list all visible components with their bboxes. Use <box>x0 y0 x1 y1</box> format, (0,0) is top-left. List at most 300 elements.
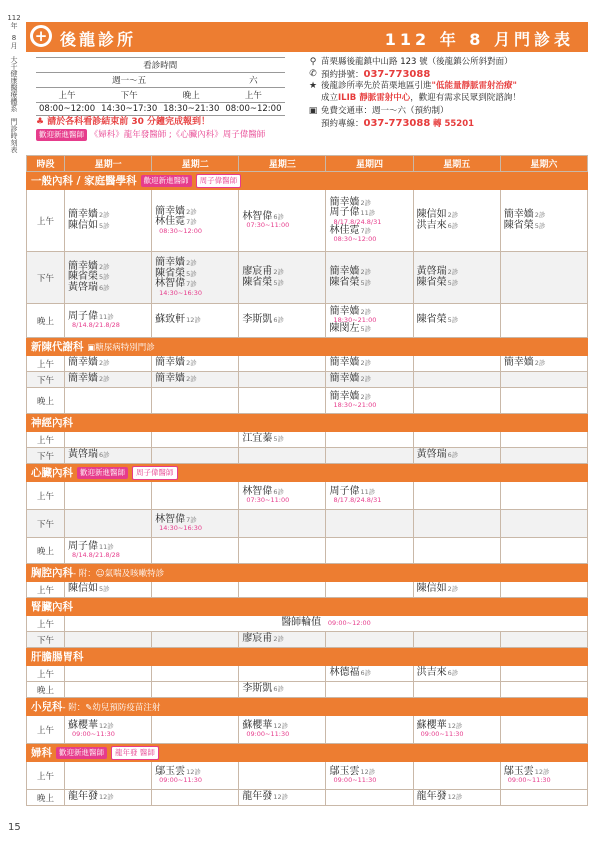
room-number: 12診 <box>273 793 289 802</box>
room-number: 6診 <box>99 283 110 292</box>
doctor-tag: 周子偉醫師 <box>132 466 178 480</box>
schedule-cell <box>152 510 239 538</box>
room-number: 12診 <box>360 767 376 776</box>
schedule-cell <box>413 372 500 388</box>
doctor-entry <box>68 374 110 384</box>
doctor-entry <box>504 767 584 785</box>
schedule-cell <box>500 190 587 252</box>
schedule-cell <box>326 582 413 598</box>
schedule-cell <box>413 432 500 448</box>
doctor-entry <box>68 584 110 594</box>
hours-title: 看診時間 <box>36 58 285 73</box>
schedule-cell <box>239 510 326 538</box>
schedule-cell <box>326 762 413 790</box>
section-title: 新陳代謝科 <box>31 341 84 353</box>
schedule-cell <box>239 582 326 598</box>
schedule-cell <box>500 448 587 464</box>
doctor-entry <box>68 542 148 560</box>
diabetes-icon: ▣ <box>87 343 96 353</box>
room-number: 5診 <box>447 316 459 325</box>
schedule-cell <box>413 482 500 510</box>
schedule-cell <box>65 432 152 448</box>
room-number: 2診 <box>99 262 110 271</box>
room-number: 2診 <box>99 359 110 368</box>
side-month: 8 <box>11 34 17 42</box>
schedule-row <box>27 762 588 790</box>
doctor-name: 簡幸嬙 <box>503 357 534 369</box>
schedule-cell <box>500 790 587 806</box>
schedule-row <box>27 388 588 414</box>
doctor-name: 簡幸嬙 <box>329 196 360 208</box>
doctor-entry <box>242 721 322 739</box>
time-note: 8/17.8/24.8/31 <box>333 217 382 226</box>
schedule-cell <box>326 510 413 538</box>
room-number: 5診 <box>534 221 546 230</box>
section-title: 神經內科 <box>31 417 73 429</box>
doctor-entry <box>68 283 148 294</box>
time-note: 08:30~12:00 <box>333 235 377 244</box>
schedule-cell <box>413 388 500 414</box>
schedule-cell <box>413 304 500 338</box>
doctor-entry <box>242 634 284 644</box>
schedule-cell <box>152 372 239 388</box>
schedule-cell <box>500 510 587 538</box>
room-number: 2診 <box>99 211 110 219</box>
schedule-cell <box>65 538 152 564</box>
section-sub: 糖尿病特別門診 <box>95 343 155 353</box>
doctor-tag: 周子偉醫師 <box>196 174 242 188</box>
doctor-name: 林智偉 <box>242 485 273 497</box>
doctor-name: 簡幸嬙 <box>68 209 98 220</box>
room-number: 6診 <box>273 487 284 496</box>
doctor-entry <box>417 792 463 802</box>
new-doctor-tag: 歡迎新進醫師 <box>77 467 128 479</box>
time-note: 09:00~11:30 <box>420 730 464 739</box>
section-title: 婦科 <box>31 747 52 759</box>
clinic-name: 後龍診所 <box>60 30 137 49</box>
room-number: 7診 <box>186 515 197 524</box>
schedule-cell <box>65 510 152 538</box>
schedule-cell <box>326 538 413 564</box>
doctor-name: 黃啓瑞 <box>416 266 447 277</box>
section-ob <box>27 744 588 762</box>
schedule-cell <box>326 790 413 806</box>
time-note: 14:30~16:30 <box>159 524 203 533</box>
slot-label: 上午 <box>27 616 65 632</box>
doctor-name: 陳省榮 <box>242 276 273 288</box>
schedule-cell <box>500 356 587 372</box>
hours-time: 18:30~21:30 <box>160 103 222 116</box>
doctor-entry <box>329 226 409 244</box>
schedule-cell <box>65 790 152 806</box>
hours-time: 08:00~12:00 <box>222 103 284 116</box>
schedule-cell <box>413 538 500 564</box>
schedule-cell <box>65 682 152 698</box>
room-number: 2診 <box>360 268 372 276</box>
room-number: 12診 <box>447 793 463 802</box>
hours-time: 14:30~17:30 <box>98 103 160 116</box>
time-note: 8/17.8/24.8/31 <box>333 496 382 505</box>
schedule-cell <box>152 448 239 464</box>
room-number: 2診 <box>186 359 197 368</box>
schedule-cell <box>65 388 152 414</box>
doctor-name: 蘇致軒 <box>155 314 186 326</box>
doctor-name: 陳省榮 <box>416 314 447 326</box>
doctor-entry <box>417 450 459 460</box>
doctor-entry <box>329 668 371 678</box>
schedule-cell <box>326 252 413 304</box>
hours-col: 下午 <box>98 88 160 103</box>
room-number: 2診 <box>360 392 372 401</box>
col-header: 星期六 <box>500 156 587 172</box>
time-note: 09:00~11:30 <box>507 776 551 785</box>
time-note: 18:30~21:00 <box>333 401 377 410</box>
schedule-cell <box>326 682 413 698</box>
room-number: 12診 <box>186 316 201 325</box>
room-number: 6診 <box>447 221 459 230</box>
room-number: 2診 <box>186 259 197 268</box>
doctor-name: 簡幸嬙 <box>329 305 360 317</box>
slot-label: 上午 <box>27 482 65 510</box>
doctor-name: 林智偉 <box>155 278 186 290</box>
room-number: 2診 <box>273 268 284 276</box>
section-gi <box>27 648 588 666</box>
time-note: 07:30~11:00 <box>246 496 290 505</box>
schedule-cell <box>239 304 326 338</box>
room-number: 2診 <box>447 211 459 219</box>
side-year-unit: 年 <box>10 22 18 30</box>
schedule-cell <box>152 666 239 682</box>
schedule-cell <box>65 632 152 648</box>
doctor-name: 廖宸甫 <box>242 266 273 277</box>
doctor-name: 陳省榮 <box>155 267 186 279</box>
schedule-cell <box>413 666 500 682</box>
doctor-name: 鄔玉雲 <box>503 765 534 777</box>
doctor-entry <box>329 374 371 384</box>
schedule-cell <box>152 356 239 372</box>
room-number: 6診 <box>447 451 459 460</box>
schedule-cell <box>152 190 239 252</box>
section-nephro <box>27 598 588 616</box>
room-number: 6診 <box>273 212 284 221</box>
intro-text: ，歡迎有需求民眾到院諮詢！ <box>410 92 521 103</box>
doctor-name: 蘇櫻華 <box>242 719 273 731</box>
room-number: 5診 <box>186 269 197 278</box>
doctor-entry <box>329 324 409 335</box>
schedule-row <box>27 356 588 372</box>
schedule-cell <box>413 716 500 744</box>
doctor-entry <box>155 217 235 235</box>
doctor-name: 鄔玉雲 <box>329 765 360 777</box>
doctor-entry <box>242 315 322 326</box>
doctor-entry <box>68 358 110 368</box>
section-title: 肝膽腸胃科 <box>31 651 84 663</box>
schedule-row <box>27 790 588 806</box>
room-number: 2診 <box>534 359 546 368</box>
room-number: 5診 <box>360 325 372 333</box>
doctor-name: 陳省榮 <box>416 276 447 288</box>
slot-label: 上午 <box>27 582 65 598</box>
doctor-entry <box>504 358 546 368</box>
schedule-title: 112 年 8 月門診表 <box>384 30 574 49</box>
room-number: 5診 <box>447 278 459 287</box>
schedule-cell <box>152 388 239 414</box>
clinic-logo-icon: + <box>30 25 52 47</box>
schedule-row <box>27 252 588 304</box>
time-note: 8/14.8/21.8/28 <box>72 321 120 330</box>
doctor-name: 陳省榮 <box>503 219 534 231</box>
new-doctor-tag: 歡迎新進醫師 <box>36 129 87 141</box>
doctor-name: 周子偉 <box>329 207 360 219</box>
phone-label: 預約掛號： <box>321 69 364 80</box>
doctor-name: 陳省榮 <box>329 276 360 288</box>
schedule-row <box>27 432 588 448</box>
section-title: 腎臟內科 <box>31 601 73 613</box>
schedule-cell <box>239 538 326 564</box>
slot-label: 上午 <box>27 190 65 252</box>
phone-number[interactable]: 037-773088 <box>363 68 431 80</box>
room-number: 2診 <box>447 585 459 594</box>
schedule-cell <box>65 356 152 372</box>
room-number: 7診 <box>186 280 197 289</box>
doctor-entry <box>68 721 148 739</box>
doctor-entry <box>417 668 459 678</box>
schedule-cell <box>152 252 239 304</box>
doctor-entry <box>242 487 322 505</box>
schedule-cell <box>152 682 239 698</box>
time-note: 08:30~12:00 <box>159 226 203 235</box>
schedule-cell <box>326 190 413 252</box>
shuttle-text: 免費交通車：週一～六（預約制） <box>321 106 449 116</box>
grid-header <box>27 156 588 172</box>
doctor-name: 林德福 <box>329 667 360 679</box>
schedule-cell <box>500 372 587 388</box>
doctor-name: 簡幸嬙 <box>68 260 98 272</box>
room-number: 12診 <box>447 721 463 730</box>
col-header: 星期五 <box>413 156 500 172</box>
room-number: 6診 <box>273 316 284 325</box>
doctor-entry <box>417 315 497 326</box>
doctor-name: 周子偉 <box>68 310 98 322</box>
side-doc: 門診時刻表 <box>10 118 18 153</box>
schedule-row <box>27 482 588 510</box>
section-general <box>27 172 588 190</box>
room-number: 7診 <box>360 226 372 235</box>
doctor-name: 黃啓瑞 <box>68 449 98 461</box>
hours-saturday: 六 <box>222 73 284 88</box>
section-title: 心臟內科 <box>31 467 73 479</box>
schedule-cell <box>239 432 326 448</box>
room-number: 2診 <box>360 359 372 368</box>
slot-label: 下午 <box>27 632 65 648</box>
schedule-cell <box>152 432 239 448</box>
doctor-name: 陳信如 <box>68 219 98 231</box>
doctor-entry <box>155 374 197 384</box>
room-number: 11診 <box>360 209 376 218</box>
room-number: 5診 <box>99 273 110 282</box>
doctor-name: 洪吉來 <box>416 219 447 231</box>
schedule-cell <box>413 682 500 698</box>
schedule-cell <box>500 682 587 698</box>
section-metabolic <box>27 338 588 356</box>
room-number: 2診 <box>186 375 197 384</box>
hours-col: 上午 <box>36 88 98 103</box>
schedule-cell <box>413 252 500 304</box>
section-neuro <box>27 414 588 432</box>
col-header: 星期一 <box>65 156 152 172</box>
room-number: 12診 <box>534 767 550 776</box>
schedule-cell <box>326 716 413 744</box>
schedule-cell <box>500 432 587 448</box>
doctor-name: 龍年發 <box>68 791 98 803</box>
doctor-entry <box>155 767 235 785</box>
time-note: 07:30~11:00 <box>246 221 290 230</box>
doctor-entry <box>329 767 409 785</box>
doctor-name: 簡幸嬙 <box>155 205 186 217</box>
schedule-cell <box>500 762 587 790</box>
doctor-name: 簡幸嬙 <box>68 357 98 369</box>
schedule-cell <box>413 762 500 790</box>
room-number: 12診 <box>186 767 201 776</box>
slot-label: 上午 <box>27 356 65 372</box>
schedule-cell <box>65 716 152 744</box>
schedule-cell <box>65 666 152 682</box>
doctor-name: 簡幸嬙 <box>329 373 360 385</box>
doctor-name: 簡幸嬙 <box>329 266 360 277</box>
schedule-row <box>27 190 588 252</box>
schedule-cell <box>152 538 239 564</box>
schedule-cell <box>326 432 413 448</box>
room-number: 7診 <box>186 218 197 226</box>
schedule-row <box>27 716 588 744</box>
clinic-info <box>308 57 593 130</box>
doctor-entry <box>68 792 114 802</box>
doctor-name: 醫師輪值 <box>281 617 322 629</box>
schedule-cell <box>65 616 588 632</box>
schedule-row <box>27 372 588 388</box>
header-banner <box>26 22 588 52</box>
doctor-name: 簡幸嬙 <box>155 373 186 385</box>
slot-label: 晚上 <box>27 790 65 806</box>
doctor-entry <box>242 212 322 230</box>
doctor-entry <box>242 434 284 444</box>
schedule-cell <box>152 632 239 648</box>
doctor-name: 簡幸嬙 <box>68 373 98 385</box>
time-note: 18:30~21:00 <box>333 316 377 324</box>
side-year: 112 <box>7 14 21 22</box>
room-number: 11診 <box>99 542 114 551</box>
schedule-cell <box>413 356 500 372</box>
room-number: 2診 <box>447 268 459 276</box>
schedule-row <box>27 510 588 538</box>
room-number: 12診 <box>273 721 289 730</box>
section-ped <box>27 698 588 716</box>
schedule-cell <box>326 448 413 464</box>
doctor-name: 簡幸嬙 <box>155 257 186 269</box>
slot-label: 晚上 <box>27 388 65 414</box>
slot-label: 晚上 <box>27 682 65 698</box>
room-number: 5診 <box>273 435 284 444</box>
schedule-cell <box>65 448 152 464</box>
room-number: 2診 <box>360 375 372 384</box>
page-number: 15 <box>8 822 21 833</box>
hotline-ext: 轉 55201 <box>433 118 475 129</box>
address: 苗栗縣後龍鎮中山路 123 號（後龍鎮公所斜對面） <box>321 57 513 67</box>
notice <box>36 114 210 127</box>
side-month-unit: 月 <box>10 42 18 50</box>
doctor-name: 陳信如 <box>68 583 98 595</box>
doctor-name: 陳信如 <box>416 209 447 220</box>
schedule-cell <box>65 190 152 252</box>
hours-col: 上午 <box>222 88 284 103</box>
schedule-cell <box>500 538 587 564</box>
laser-center: ILIB 靜脈雷射中心 <box>338 92 411 103</box>
doctor-entry <box>242 278 322 289</box>
doctor-entry <box>417 721 497 739</box>
schedule-cell <box>413 632 500 648</box>
time-note: 8/14.8/21.8/28 <box>72 551 120 560</box>
room-number: 5診 <box>273 278 284 287</box>
star-icon: ★ <box>308 81 318 91</box>
room-number: 11診 <box>99 312 114 321</box>
slot-label: 晚上 <box>27 538 65 564</box>
schedule-cell <box>239 448 326 464</box>
doctor-entry <box>242 792 288 802</box>
room-number: 12診 <box>99 721 114 730</box>
side-label <box>4 14 24 153</box>
time-note: 09:00~12:00 <box>327 619 371 628</box>
hours-col: 晚上 <box>160 88 222 103</box>
schedule-row <box>27 304 588 338</box>
schedule-cell <box>413 448 500 464</box>
slot-label: 上午 <box>27 432 65 448</box>
schedule-cell <box>500 582 587 598</box>
doctor-entry <box>329 278 409 289</box>
schedule-cell <box>239 482 326 510</box>
schedule-cell <box>239 356 326 372</box>
slot-label: 上午 <box>27 666 65 682</box>
schedule-cell <box>413 582 500 598</box>
schedule-cell <box>500 716 587 744</box>
doctor-name: 龍年發 <box>242 791 273 803</box>
doctor-name: 林佳霓 <box>329 224 360 236</box>
schedule-row <box>27 538 588 564</box>
section-title: 胸腔內科 <box>31 567 73 579</box>
schedule-cell <box>239 762 326 790</box>
bus-icon: ▣ <box>308 106 318 116</box>
schedule-cell <box>326 356 413 372</box>
schedule-cell <box>326 388 413 414</box>
schedule-cell <box>65 372 152 388</box>
doctor-name: 李斯凱 <box>242 314 273 326</box>
section-sub: 幼兒預防疫苗注射 <box>92 703 161 713</box>
hours-time: 08:00~12:00 <box>36 103 98 116</box>
doctor-tag: 龍年發 醫師 <box>111 746 159 760</box>
side-series: 大千健康醫療體系 <box>10 56 18 112</box>
doctor-name: 江宜蓁 <box>242 433 273 445</box>
schedule-row <box>27 632 588 648</box>
schedule-cell <box>239 632 326 648</box>
doctor-name: 林智偉 <box>155 513 186 525</box>
slot-label: 下午 <box>27 448 65 464</box>
doctor-entry <box>155 315 235 326</box>
hotline-number[interactable]: 037-773088 <box>363 117 431 129</box>
doctor-entry <box>417 278 497 289</box>
col-header: 星期四 <box>326 156 413 172</box>
room-number: 2診 <box>273 635 284 644</box>
doctor-name: 簡幸嬙 <box>155 357 186 369</box>
doctor-name: 洪吉來 <box>416 667 447 679</box>
